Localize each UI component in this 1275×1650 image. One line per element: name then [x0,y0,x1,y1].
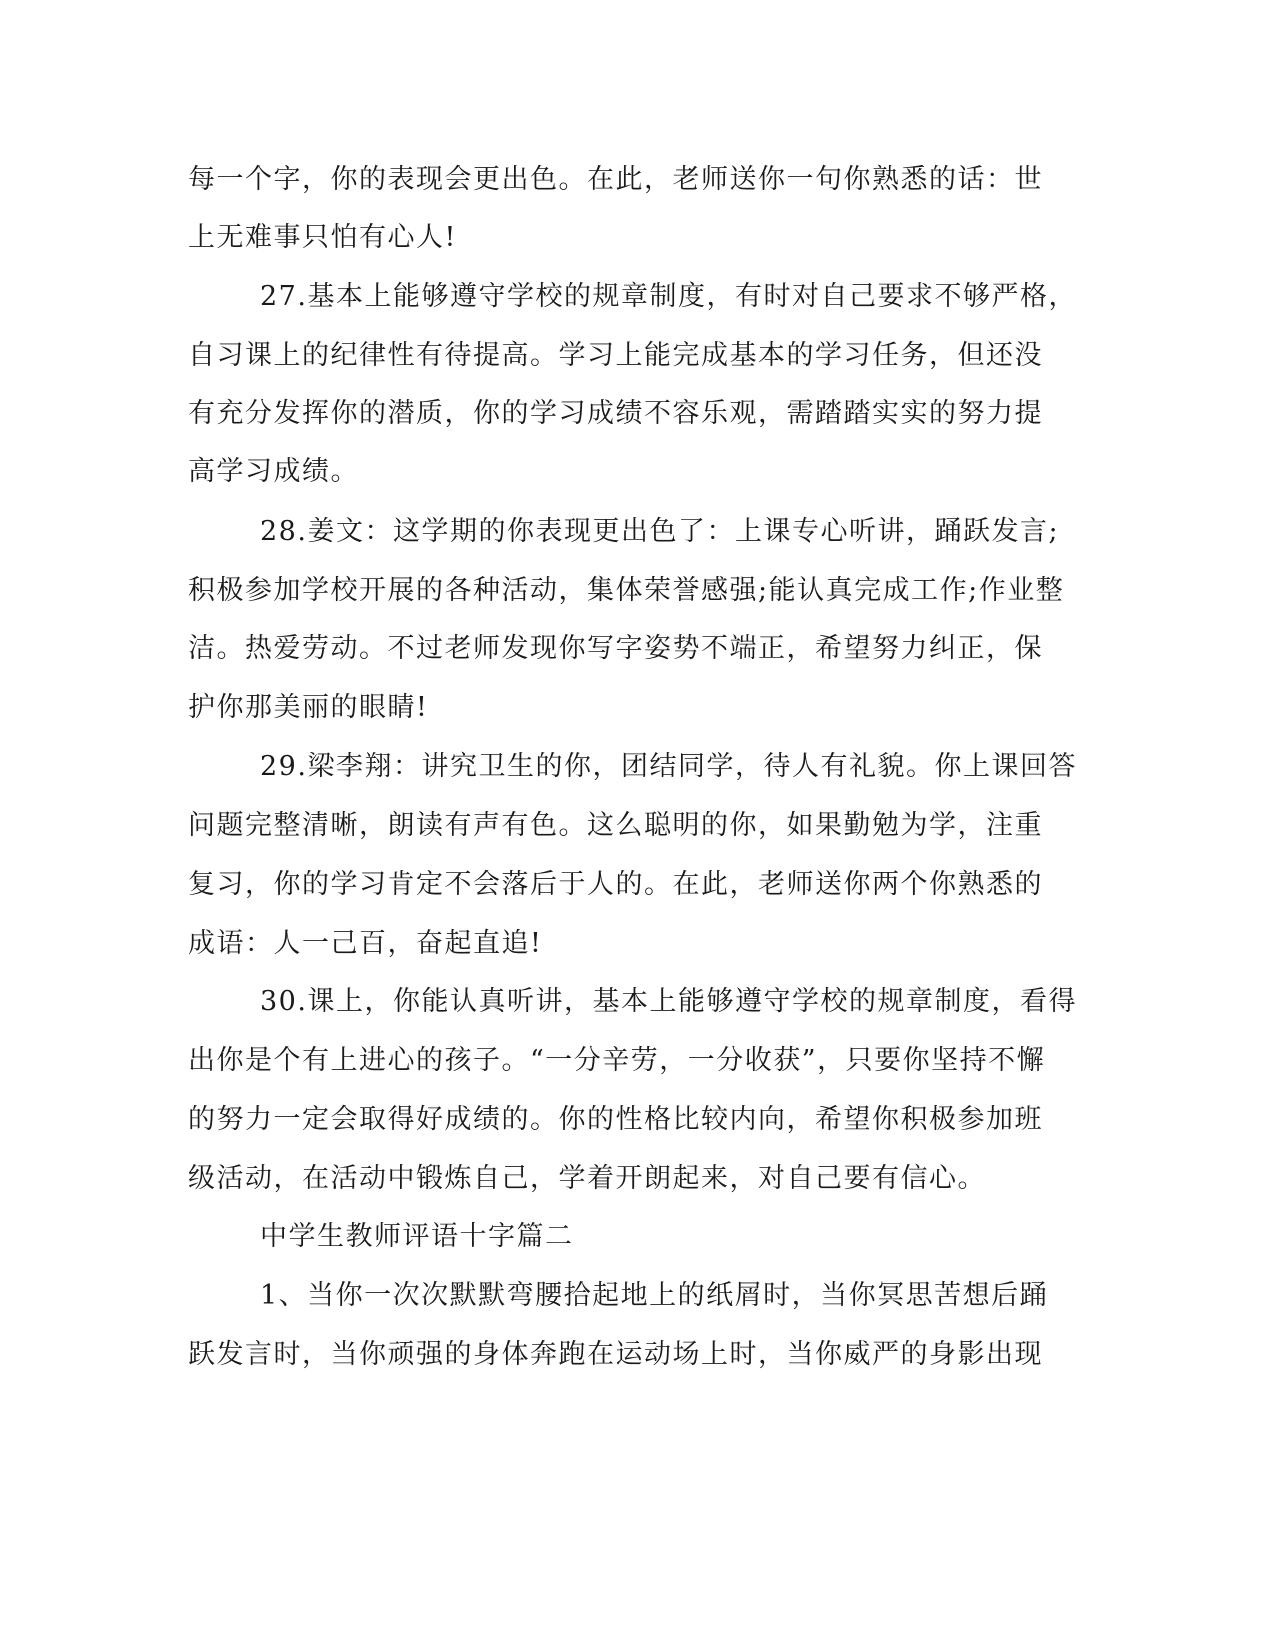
text-line: 每一个字，你的表现会更出色。在此，老师送你一句你熟悉的话：世 [188,164,1043,195]
text-line: 出你是个有上进心的孩子。“一分辛劳，一分收获”，只要你坚持不懈 [188,1045,1046,1076]
text-line: 级活动，在活动中锻炼自己，学着开朗起来，对自己要有信心。 [188,1163,986,1194]
text-line: 跃发言时，当你顽强的身体奔跑在运动场上时，当你威严的身影出现 [188,1339,1043,1370]
paragraph-29-start: 29.梁李翔：讲究卫生的你，团结同学，待人有礼貌。你上课回答 [260,751,1077,782]
text-line: 复习，你的学习肯定不会落后于人的。在此，老师送你两个你熟悉的 [188,869,1043,900]
paragraph-30-start: 30.课上，你能认真听讲，基本上能够遵守学校的规章制度，看得 [260,986,1077,1017]
text-line: 护你那美丽的眼睛! [188,692,429,723]
text-line: 有充分发挥你的潜质，你的学习成绩不容乐观，需踏踏实实的努力提 [188,398,1043,429]
text-line: 自习课上的纪律性有待提高。学习上能完成基本的学习任务，但还没 [188,340,1043,371]
text-line: 的努力一定会取得好成绩的。你的性格比较内向，希望你积极参加班 [188,1104,1043,1135]
text-line: 积极参加学校开展的各种活动，集体荣誉感强;能认真完成工作;作业整 [188,575,1065,606]
text-line: 成语：人一己百，奋起直追! [188,928,543,959]
paragraph-1-start: 1、当你一次次默默弯腰拾起地上的纸屑时，当你冥思苦想后踊 [260,1280,1049,1311]
section-heading: 中学生教师评语十字篇二 [260,1221,574,1252]
text-line: 高学习成绩。 [188,456,359,487]
text-line: 问题完整清晰，朗读有声有色。这么聪明的你，如果勤勉为学，注重 [188,810,1043,841]
paragraph-28-start: 28.姜文：这学期的你表现更出色了：上课专心听讲，踊跃发言; [260,516,1060,547]
text-line: 洁。热爱劳动。不过老师发现你写字姿势不端正，希望努力纠正，保 [188,633,1043,664]
text-line: 上无难事只怕有心人! [188,222,457,253]
paragraph-27-start: 27.基本上能够遵守学校的规章制度，有时对自己要求不够严格， [260,281,1077,312]
